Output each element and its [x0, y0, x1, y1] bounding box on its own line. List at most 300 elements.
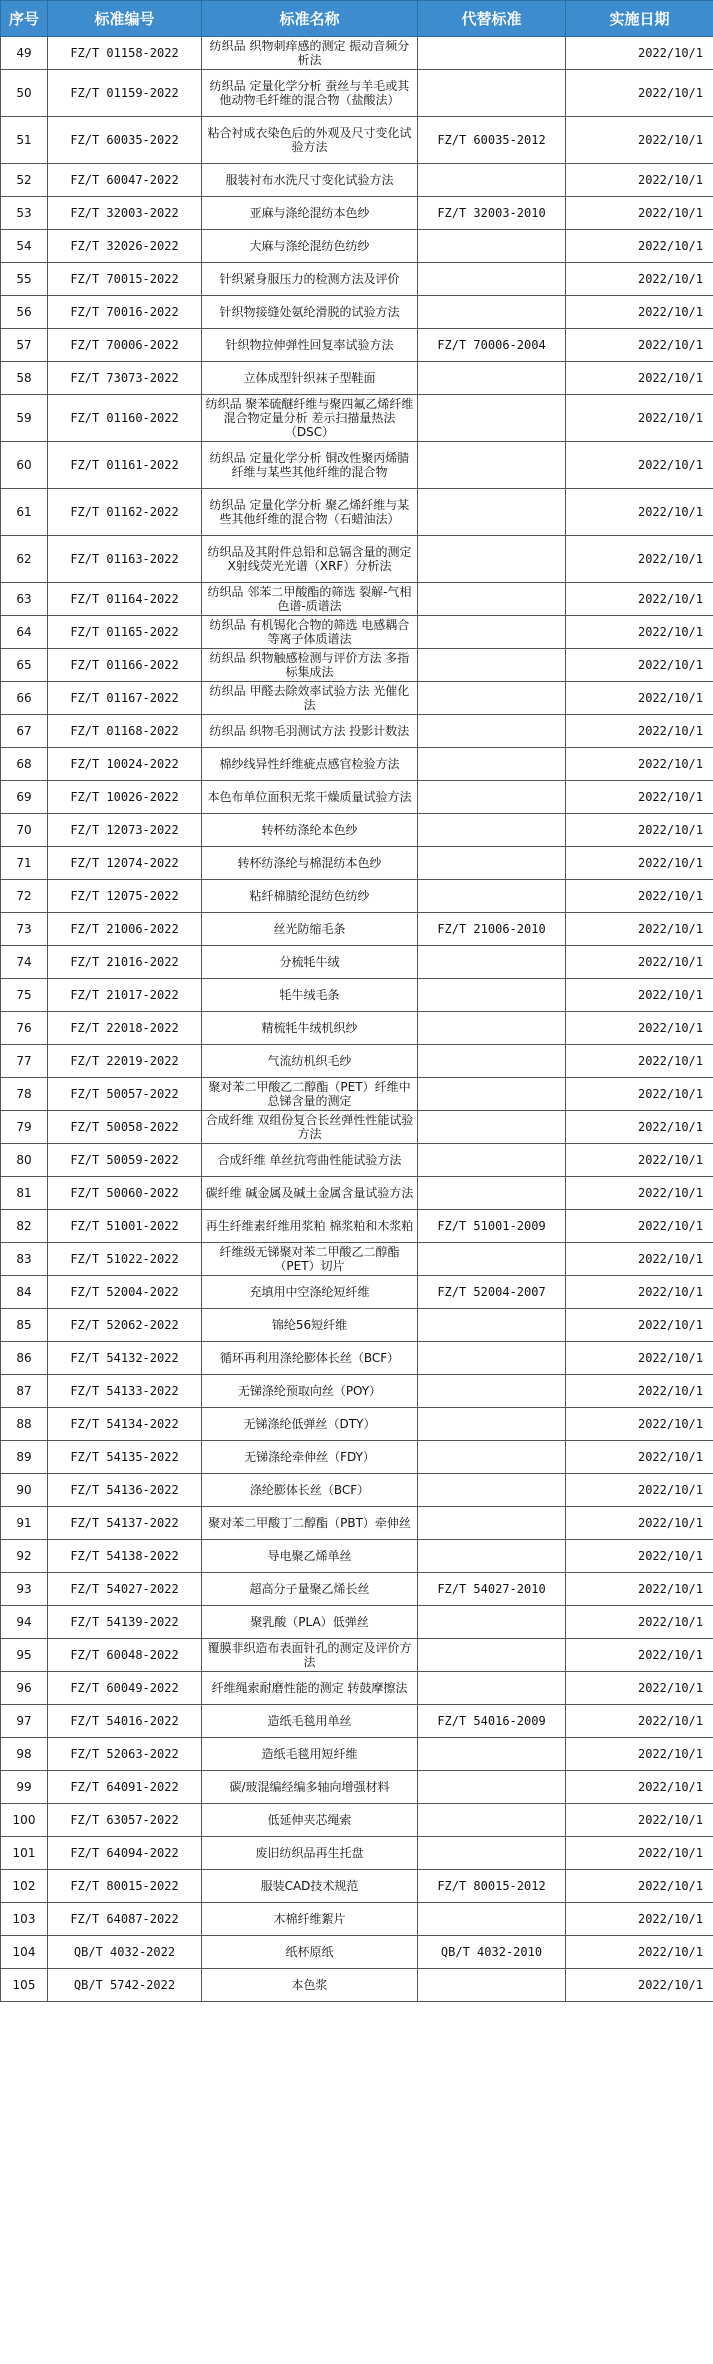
replaced-standard [418, 1243, 566, 1276]
row-number: 80 [1, 1144, 48, 1177]
header-row [1, 1, 713, 37]
standard-name: 气流纺机织毛纱 [202, 1045, 418, 1078]
replaced-standard [418, 1804, 566, 1837]
standard-name: 转杯纺涤纶与棉混纺本色纱 [202, 847, 418, 880]
standard-code: FZ/T 32026-2022 [48, 230, 202, 263]
row-number: 59 [1, 395, 48, 442]
replaced-standard [418, 1639, 566, 1672]
implementation-date: 2022/10/1 [566, 1936, 713, 1969]
replaced-standard [418, 1144, 566, 1177]
standard-name: 造纸毛毯用短纤维 [202, 1738, 418, 1771]
row-number: 76 [1, 1012, 48, 1045]
standard-name: 纤维级无锑聚对苯二甲酸乙二醇酯（PET）切片 [202, 1243, 418, 1276]
standard-name: 纤维绳索耐磨性能的测定 转鼓摩擦法 [202, 1672, 418, 1705]
table-row [1, 1012, 713, 1045]
standard-code: FZ/T 51001-2022 [48, 1210, 202, 1243]
standard-name: 粘纤棉腈纶混纺色纺纱 [202, 880, 418, 913]
row-number: 81 [1, 1177, 48, 1210]
table-row [1, 1936, 713, 1969]
implementation-date: 2022/10/1 [566, 1672, 713, 1705]
implementation-date: 2022/10/1 [566, 1705, 713, 1738]
implementation-date: 2022/10/1 [566, 1870, 713, 1903]
standard-name: 纺织品 织物刺痒感的测定 振动音频分析法 [202, 37, 418, 70]
implementation-date: 2022/10/1 [566, 814, 713, 847]
standard-code: FZ/T 80015-2022 [48, 1870, 202, 1903]
standard-code: FZ/T 70006-2022 [48, 329, 202, 362]
replaced-standard [418, 682, 566, 715]
implementation-date: 2022/10/1 [566, 1144, 713, 1177]
standard-name: 无锑涤纶低弹丝（DTY） [202, 1408, 418, 1441]
header-no: 序号 [1, 1, 48, 37]
standard-name: 牦牛绒毛条 [202, 979, 418, 1012]
row-number: 86 [1, 1342, 48, 1375]
row-number: 94 [1, 1606, 48, 1639]
table-row [1, 1441, 713, 1474]
replaced-standard [418, 1441, 566, 1474]
standard-code: FZ/T 10026-2022 [48, 781, 202, 814]
standard-code: FZ/T 32003-2022 [48, 197, 202, 230]
header-name: 标准名称 [202, 1, 418, 37]
standard-code: FZ/T 60048-2022 [48, 1639, 202, 1672]
implementation-date: 2022/10/1 [566, 1078, 713, 1111]
standard-name: 针织物拉伸弹性回复率试验方法 [202, 329, 418, 362]
implementation-date: 2022/10/1 [566, 1012, 713, 1045]
table-row [1, 913, 713, 946]
row-number: 82 [1, 1210, 48, 1243]
implementation-date: 2022/10/1 [566, 1738, 713, 1771]
standard-name: 锦纶56短纤维 [202, 1309, 418, 1342]
replaced-standard [418, 847, 566, 880]
standard-name: 针织物接缝处氨纶滑脱的试验方法 [202, 296, 418, 329]
standard-name: 纺织品 织物毛羽测试方法 投影计数法 [202, 715, 418, 748]
row-number: 90 [1, 1474, 48, 1507]
row-number: 62 [1, 536, 48, 583]
row-number: 103 [1, 1903, 48, 1936]
standard-code: FZ/T 70015-2022 [48, 263, 202, 296]
replaced-standard [418, 1408, 566, 1441]
row-number: 88 [1, 1408, 48, 1441]
table-row [1, 164, 713, 197]
standard-code: FZ/T 54016-2022 [48, 1705, 202, 1738]
implementation-date: 2022/10/1 [566, 1342, 713, 1375]
table-row [1, 583, 713, 616]
standard-code: FZ/T 10024-2022 [48, 748, 202, 781]
replaced-standard: FZ/T 60035-2012 [418, 117, 566, 164]
table-row [1, 715, 713, 748]
replaced-standard [418, 296, 566, 329]
implementation-date: 2022/10/1 [566, 1639, 713, 1672]
row-number: 50 [1, 70, 48, 117]
standard-code: FZ/T 54133-2022 [48, 1375, 202, 1408]
standard-name: 聚对苯二甲酸乙二醇酯（PET）纤维中总锑含量的测定 [202, 1078, 418, 1111]
replaced-standard [418, 1474, 566, 1507]
table-row [1, 1309, 713, 1342]
table-row [1, 1078, 713, 1111]
implementation-date: 2022/10/1 [566, 164, 713, 197]
standard-name: 循环再利用涤纶膨体长丝（BCF） [202, 1342, 418, 1375]
table-row [1, 197, 713, 230]
row-number: 49 [1, 37, 48, 70]
implementation-date: 2022/10/1 [566, 1804, 713, 1837]
table-row [1, 616, 713, 649]
row-number: 68 [1, 748, 48, 781]
table-row [1, 442, 713, 489]
standard-code: QB/T 5742-2022 [48, 1969, 202, 2002]
row-number: 100 [1, 1804, 48, 1837]
table-row [1, 1342, 713, 1375]
table-row [1, 847, 713, 880]
replaced-standard [418, 781, 566, 814]
row-number: 53 [1, 197, 48, 230]
replaced-standard [418, 1903, 566, 1936]
row-number: 56 [1, 296, 48, 329]
implementation-date: 2022/10/1 [566, 1771, 713, 1804]
row-number: 63 [1, 583, 48, 616]
implementation-date: 2022/10/1 [566, 649, 713, 682]
standard-code: FZ/T 01164-2022 [48, 583, 202, 616]
replaced-standard [418, 880, 566, 913]
row-number: 102 [1, 1870, 48, 1903]
implementation-date: 2022/10/1 [566, 1507, 713, 1540]
replaced-standard [418, 1111, 566, 1144]
standard-code: FZ/T 22019-2022 [48, 1045, 202, 1078]
standard-name: 碳纤维 碱金属及碱土金属含量试验方法 [202, 1177, 418, 1210]
replaced-standard: FZ/T 54016-2009 [418, 1705, 566, 1738]
row-number: 67 [1, 715, 48, 748]
replaced-standard [418, 583, 566, 616]
table-row [1, 1771, 713, 1804]
row-number: 87 [1, 1375, 48, 1408]
standard-name: 合成纤维 单丝抗弯曲性能试验方法 [202, 1144, 418, 1177]
standard-code: FZ/T 64094-2022 [48, 1837, 202, 1870]
standard-code: FZ/T 54134-2022 [48, 1408, 202, 1441]
implementation-date: 2022/10/1 [566, 1309, 713, 1342]
standard-name: 本色布单位面积无浆干燥质量试验方法 [202, 781, 418, 814]
implementation-date: 2022/10/1 [566, 946, 713, 979]
implementation-date: 2022/10/1 [566, 296, 713, 329]
row-number: 70 [1, 814, 48, 847]
standard-name: 低延伸夹芯绳索 [202, 1804, 418, 1837]
table-row [1, 1705, 713, 1738]
implementation-date: 2022/10/1 [566, 748, 713, 781]
replaced-standard [418, 37, 566, 70]
table-row [1, 682, 713, 715]
implementation-date: 2022/10/1 [566, 913, 713, 946]
standard-name: 合成纤维 双组份复合长丝弹性性能试验方法 [202, 1111, 418, 1144]
table-row [1, 263, 713, 296]
replaced-standard: QB/T 4032-2010 [418, 1936, 566, 1969]
standard-name: 纺织品 聚苯硫醚纤维与聚四氟乙烯纤维混合物定量分析 差示扫描量热法（DSC） [202, 395, 418, 442]
standard-code: FZ/T 60035-2022 [48, 117, 202, 164]
standard-code: FZ/T 01159-2022 [48, 70, 202, 117]
row-number: 83 [1, 1243, 48, 1276]
replaced-standard [418, 70, 566, 117]
replaced-standard [418, 536, 566, 583]
row-number: 54 [1, 230, 48, 263]
row-number: 72 [1, 880, 48, 913]
implementation-date: 2022/10/1 [566, 1903, 713, 1936]
table-row [1, 1903, 713, 1936]
implementation-date: 2022/10/1 [566, 230, 713, 263]
standard-name: 针织紧身服压力的检测方法及评价 [202, 263, 418, 296]
replaced-standard [418, 1738, 566, 1771]
row-number: 74 [1, 946, 48, 979]
row-number: 55 [1, 263, 48, 296]
implementation-date: 2022/10/1 [566, 197, 713, 230]
row-number: 61 [1, 489, 48, 536]
standard-code: FZ/T 12075-2022 [48, 880, 202, 913]
standard-code: FZ/T 01165-2022 [48, 616, 202, 649]
replaced-standard [418, 442, 566, 489]
implementation-date: 2022/10/1 [566, 1111, 713, 1144]
implementation-date: 2022/10/1 [566, 616, 713, 649]
standard-code: FZ/T 51022-2022 [48, 1243, 202, 1276]
replaced-standard: FZ/T 51001-2009 [418, 1210, 566, 1243]
implementation-date: 2022/10/1 [566, 1243, 713, 1276]
table-row [1, 1540, 713, 1573]
row-number: 52 [1, 164, 48, 197]
standard-name: 粘合衬成衣染色后的外观及尺寸变化试验方法 [202, 117, 418, 164]
standard-code: FZ/T 52062-2022 [48, 1309, 202, 1342]
row-number: 93 [1, 1573, 48, 1606]
standard-name: 精梳牦牛绒机织纱 [202, 1012, 418, 1045]
row-number: 98 [1, 1738, 48, 1771]
row-number: 65 [1, 649, 48, 682]
table-row [1, 329, 713, 362]
standard-code: FZ/T 01166-2022 [48, 649, 202, 682]
replaced-standard: FZ/T 21006-2010 [418, 913, 566, 946]
row-number: 71 [1, 847, 48, 880]
table-row [1, 1243, 713, 1276]
table-row [1, 1111, 713, 1144]
implementation-date: 2022/10/1 [566, 1045, 713, 1078]
standard-code: FZ/T 12074-2022 [48, 847, 202, 880]
replaced-standard [418, 1771, 566, 1804]
row-number: 58 [1, 362, 48, 395]
table-row [1, 1870, 713, 1903]
standard-code: FZ/T 54132-2022 [48, 1342, 202, 1375]
replaced-standard [418, 1969, 566, 2002]
implementation-date: 2022/10/1 [566, 1210, 713, 1243]
standard-name: 纺织品 邻苯二甲酸酯的筛选 裂解-气相色谱-质谱法 [202, 583, 418, 616]
replaced-standard [418, 362, 566, 395]
row-number: 51 [1, 117, 48, 164]
standard-name: 纺织品 定量化学分析 蚕丝与羊毛或其他动物毛纤维的混合物（盐酸法） [202, 70, 418, 117]
implementation-date: 2022/10/1 [566, 847, 713, 880]
standard-code: FZ/T 01162-2022 [48, 489, 202, 536]
replaced-standard [418, 1342, 566, 1375]
standard-name: 纺织品 有机锡化合物的筛选 电感耦合等离子体质谱法 [202, 616, 418, 649]
row-number: 96 [1, 1672, 48, 1705]
implementation-date: 2022/10/1 [566, 362, 713, 395]
standard-code: FZ/T 60047-2022 [48, 164, 202, 197]
standard-name: 纺织品 织物触感检测与评价方法 多指标集成法 [202, 649, 418, 682]
standard-code: FZ/T 01167-2022 [48, 682, 202, 715]
replaced-standard [418, 814, 566, 847]
standard-name: 分梳牦牛绒 [202, 946, 418, 979]
row-number: 101 [1, 1837, 48, 1870]
replaced-standard [418, 263, 566, 296]
table-row [1, 70, 713, 117]
table-row [1, 880, 713, 913]
standard-code: FZ/T 54137-2022 [48, 1507, 202, 1540]
standard-code: FZ/T 50059-2022 [48, 1144, 202, 1177]
row-number: 66 [1, 682, 48, 715]
standard-name: 废旧纺织品再生托盘 [202, 1837, 418, 1870]
standard-code: FZ/T 01163-2022 [48, 536, 202, 583]
implementation-date: 2022/10/1 [566, 1606, 713, 1639]
implementation-date: 2022/10/1 [566, 1969, 713, 2002]
replaced-standard [418, 395, 566, 442]
standard-name: 纺织品及其附件总铅和总镉含量的测定 X射线荧光光谱（XRF）分析法 [202, 536, 418, 583]
standard-code: FZ/T 64091-2022 [48, 1771, 202, 1804]
row-number: 75 [1, 979, 48, 1012]
row-number: 92 [1, 1540, 48, 1573]
standard-code: FZ/T 01160-2022 [48, 395, 202, 442]
row-number: 69 [1, 781, 48, 814]
standard-name: 亚麻与涤纶混纺本色纱 [202, 197, 418, 230]
implementation-date: 2022/10/1 [566, 1276, 713, 1309]
standard-name: 纺织品 定量化学分析 聚乙烯纤维与某些其他纤维的混合物（石蜡油法） [202, 489, 418, 536]
replaced-standard [418, 230, 566, 263]
implementation-date: 2022/10/1 [566, 1837, 713, 1870]
standard-code: FZ/T 54138-2022 [48, 1540, 202, 1573]
replaced-standard [418, 1606, 566, 1639]
replaced-standard [418, 1837, 566, 1870]
replaced-standard [418, 1672, 566, 1705]
replaced-standard [418, 1045, 566, 1078]
header-code: 标准编号 [48, 1, 202, 37]
standard-name: 涤纶膨体长丝（BCF） [202, 1474, 418, 1507]
standard-name: 无锑涤纶牵伸丝（FDY） [202, 1441, 418, 1474]
standard-code: FZ/T 70016-2022 [48, 296, 202, 329]
standard-code: QB/T 4032-2022 [48, 1936, 202, 1969]
table-row [1, 395, 713, 442]
implementation-date: 2022/10/1 [566, 1573, 713, 1606]
standard-name: 服装CAD技术规范 [202, 1870, 418, 1903]
row-number: 73 [1, 913, 48, 946]
table-row [1, 296, 713, 329]
standard-code: FZ/T 21017-2022 [48, 979, 202, 1012]
implementation-date: 2022/10/1 [566, 1474, 713, 1507]
standard-code: FZ/T 50058-2022 [48, 1111, 202, 1144]
implementation-date: 2022/10/1 [566, 979, 713, 1012]
standard-name: 纺织品 定量化学分析 铜改性聚丙烯腈纤维与某些其他纤维的混合物 [202, 442, 418, 489]
standard-code: FZ/T 21006-2022 [48, 913, 202, 946]
standard-code: FZ/T 63057-2022 [48, 1804, 202, 1837]
standard-code: FZ/T 60049-2022 [48, 1672, 202, 1705]
implementation-date: 2022/10/1 [566, 715, 713, 748]
table-row [1, 781, 713, 814]
implementation-date: 2022/10/1 [566, 1540, 713, 1573]
table-row [1, 1573, 713, 1606]
row-number: 97 [1, 1705, 48, 1738]
implementation-date: 2022/10/1 [566, 682, 713, 715]
header-date: 实施日期 [566, 1, 713, 37]
implementation-date: 2022/10/1 [566, 329, 713, 362]
implementation-date: 2022/10/1 [566, 781, 713, 814]
table-row [1, 1144, 713, 1177]
standard-name: 无锑涤纶预取向丝（POY） [202, 1375, 418, 1408]
replaced-standard: FZ/T 54027-2010 [418, 1573, 566, 1606]
standard-name: 服装衬布水洗尺寸变化试验方法 [202, 164, 418, 197]
table-row [1, 748, 713, 781]
row-number: 105 [1, 1969, 48, 2002]
row-number: 91 [1, 1507, 48, 1540]
standard-name: 丝光防缩毛条 [202, 913, 418, 946]
header-replaced: 代替标准 [418, 1, 566, 37]
table-row [1, 37, 713, 70]
standard-code: FZ/T 64087-2022 [48, 1903, 202, 1936]
table-row [1, 979, 713, 1012]
implementation-date: 2022/10/1 [566, 583, 713, 616]
implementation-date: 2022/10/1 [566, 489, 713, 536]
implementation-date: 2022/10/1 [566, 117, 713, 164]
standard-name: 本色浆 [202, 1969, 418, 2002]
table-row [1, 1804, 713, 1837]
row-number: 77 [1, 1045, 48, 1078]
implementation-date: 2022/10/1 [566, 1441, 713, 1474]
row-number: 85 [1, 1309, 48, 1342]
row-number: 95 [1, 1639, 48, 1672]
standard-name: 聚乳酸（PLA）低弹丝 [202, 1606, 418, 1639]
implementation-date: 2022/10/1 [566, 1408, 713, 1441]
implementation-date: 2022/10/1 [566, 37, 713, 70]
table-row [1, 1276, 713, 1309]
replaced-standard [418, 1177, 566, 1210]
replaced-standard [418, 1507, 566, 1540]
standard-code: FZ/T 01161-2022 [48, 442, 202, 489]
table-row [1, 1507, 713, 1540]
replaced-standard [418, 715, 566, 748]
row-number: 84 [1, 1276, 48, 1309]
standard-code: FZ/T 50060-2022 [48, 1177, 202, 1210]
implementation-date: 2022/10/1 [566, 536, 713, 583]
standard-name: 覆膜非织造布表面针孔的测定及评价方法 [202, 1639, 418, 1672]
table-row [1, 1474, 713, 1507]
table-row [1, 814, 713, 847]
row-number: 78 [1, 1078, 48, 1111]
replaced-standard [418, 1309, 566, 1342]
standard-name: 导电聚乙烯单丝 [202, 1540, 418, 1573]
implementation-date: 2022/10/1 [566, 70, 713, 117]
standard-code: FZ/T 12073-2022 [48, 814, 202, 847]
table-row [1, 1837, 713, 1870]
table-row [1, 1738, 713, 1771]
table-row [1, 1606, 713, 1639]
replaced-standard: FZ/T 80015-2012 [418, 1870, 566, 1903]
replaced-standard [418, 1078, 566, 1111]
table-row [1, 489, 713, 536]
implementation-date: 2022/10/1 [566, 1375, 713, 1408]
standard-code: FZ/T 50057-2022 [48, 1078, 202, 1111]
replaced-standard [418, 748, 566, 781]
standard-name: 造纸毛毯用单丝 [202, 1705, 418, 1738]
table-row [1, 1639, 713, 1672]
standard-name: 转杯纺涤纶本色纱 [202, 814, 418, 847]
standard-code: FZ/T 54135-2022 [48, 1441, 202, 1474]
table-row [1, 536, 713, 583]
standard-code: FZ/T 01168-2022 [48, 715, 202, 748]
table-row [1, 1045, 713, 1078]
row-number: 64 [1, 616, 48, 649]
standard-code: FZ/T 54027-2022 [48, 1573, 202, 1606]
replaced-standard: FZ/T 32003-2010 [418, 197, 566, 230]
replaced-standard [418, 489, 566, 536]
standard-name: 聚对苯二甲酸丁二醇酯（PBT）牵伸丝 [202, 1507, 418, 1540]
row-number: 57 [1, 329, 48, 362]
table-row [1, 1969, 713, 2002]
